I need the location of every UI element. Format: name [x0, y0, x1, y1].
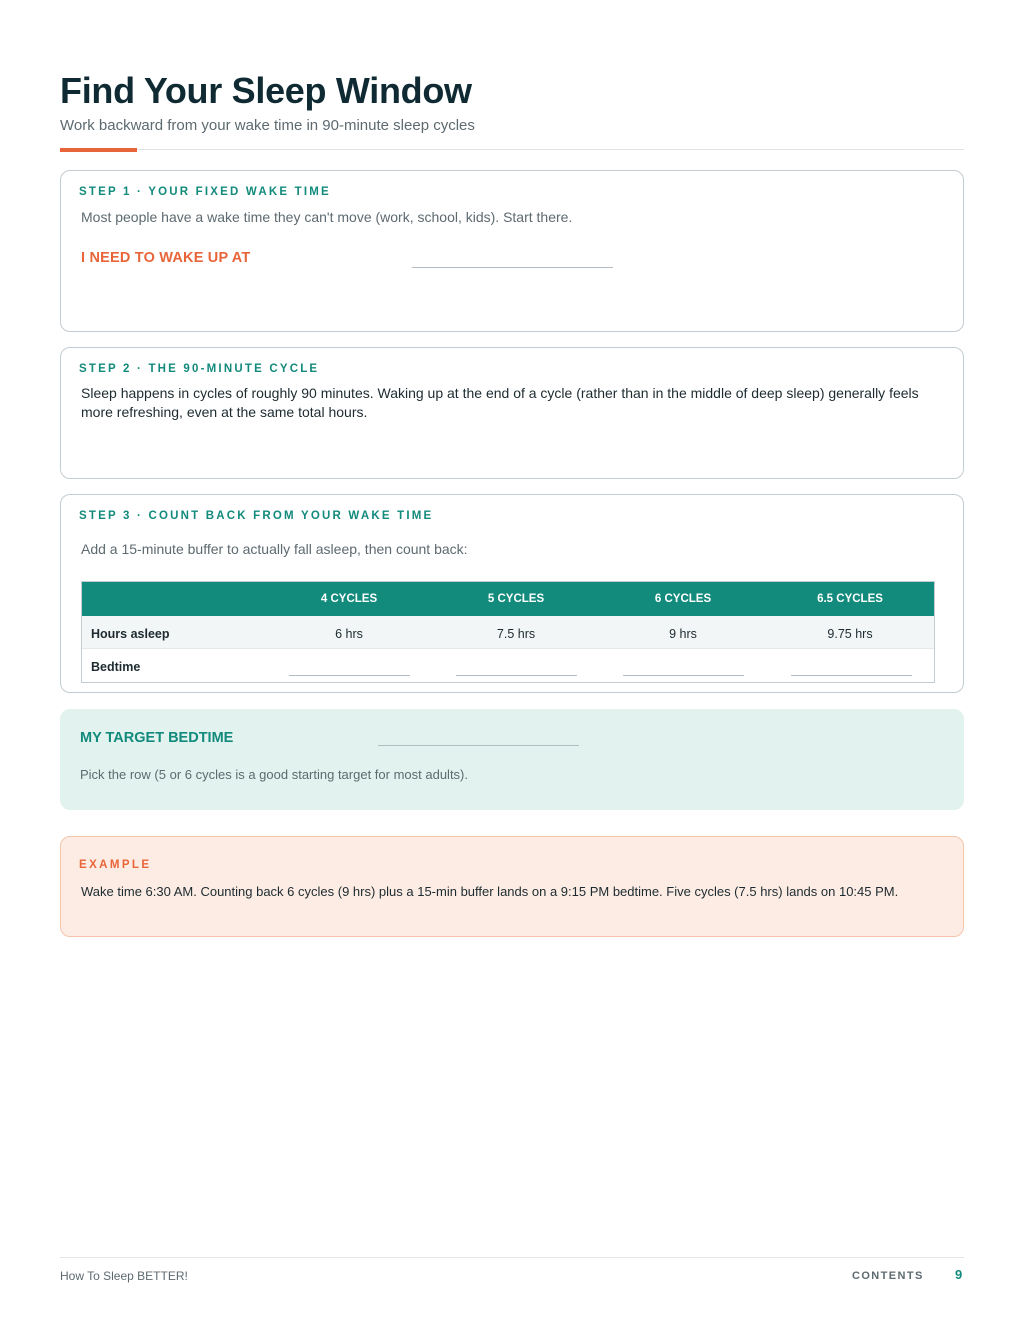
- title-divider: [60, 149, 964, 150]
- example-text: Wake time 6:30 AM. Counting back 6 cycles (9 hrs) plus a 15-min buffer lands on a 9:15 PM bedtime. Five cycles (7.5 hrs) lands on 10:45 PM.: [81, 884, 899, 899]
- table-cell: 6 hrs: [335, 627, 363, 641]
- step3-description: Add a 15-minute buffer to actually fall asleep, then count back:: [81, 541, 468, 557]
- page-subtitle: Work backward from your wake time in 90-minute sleep cycles: [60, 117, 475, 134]
- step2-description: Sleep happens in cycles of roughly 90 minutes. Waking up at the end of a cycle (rather than in the middle of deep sleep) generally feels more refreshing, even at the same total hours.: [81, 385, 919, 420]
- footer-book-title: How To Sleep BETTER!: [60, 1269, 188, 1283]
- example-box: [60, 836, 964, 937]
- row-label-bedtime: Bedtime: [91, 660, 141, 674]
- wake-time-field[interactable]: [412, 267, 613, 268]
- page-number: 9: [955, 1267, 963, 1282]
- contents-link[interactable]: CONTENTS: [852, 1270, 924, 1282]
- bedtime-field-6-5-cycles[interactable]: [791, 675, 912, 676]
- target-bedtime-hint: Pick the row (5 or 6 cycles is a good starting target for most adults).: [80, 767, 468, 782]
- title-accent-bar: [60, 148, 137, 152]
- bedtime-field-6-cycles[interactable]: [623, 675, 744, 676]
- page-title: Find Your Sleep Window: [60, 70, 472, 111]
- step3-heading: STEP 3 · COUNT BACK FROM YOUR WAKE TIME: [79, 510, 434, 522]
- bedtime-field-4-cycles[interactable]: [289, 675, 410, 676]
- table-cell: 9.75 hrs: [827, 627, 873, 641]
- step2-card: [60, 347, 964, 479]
- bedtime-field-5-cycles[interactable]: [456, 675, 577, 676]
- example-heading: EXAMPLE: [79, 859, 152, 871]
- step1-heading: STEP 1 · YOUR FIXED WAKE TIME: [79, 186, 331, 198]
- column-header-5-cycles: 5 CYCLES: [487, 593, 545, 605]
- column-header-6-5-cycles: 6.5 CYCLES: [817, 593, 883, 605]
- table-row-hours-asleep: [82, 616, 934, 649]
- row-label-hours-asleep: Hours asleep: [91, 627, 170, 641]
- table-header: [82, 582, 934, 616]
- step1-description: Most people have a wake time they can't move (work, school, kids). Start there.: [81, 209, 573, 225]
- step1-card: [60, 170, 964, 332]
- table-row-bedtime: [82, 649, 934, 682]
- step3-card: [60, 494, 964, 693]
- footer-divider: [60, 1257, 964, 1258]
- target-bedtime-label: MY TARGET BEDTIME: [80, 730, 234, 746]
- target-bedtime-field[interactable]: [378, 745, 579, 746]
- target-bedtime-box: [60, 709, 964, 810]
- column-header-6-cycles: 6 CYCLES: [654, 593, 712, 605]
- wake-time-label: I NEED TO WAKE UP AT: [81, 250, 251, 266]
- table-cell: 7.5 hrs: [496, 627, 536, 641]
- step2-heading: STEP 2 · THE 90-MINUTE CYCLE: [79, 363, 320, 375]
- sleep-cycle-table: [81, 581, 935, 683]
- column-header-4-cycles: 4 CYCLES: [320, 593, 378, 605]
- table-cell: 9 hrs: [669, 627, 697, 641]
